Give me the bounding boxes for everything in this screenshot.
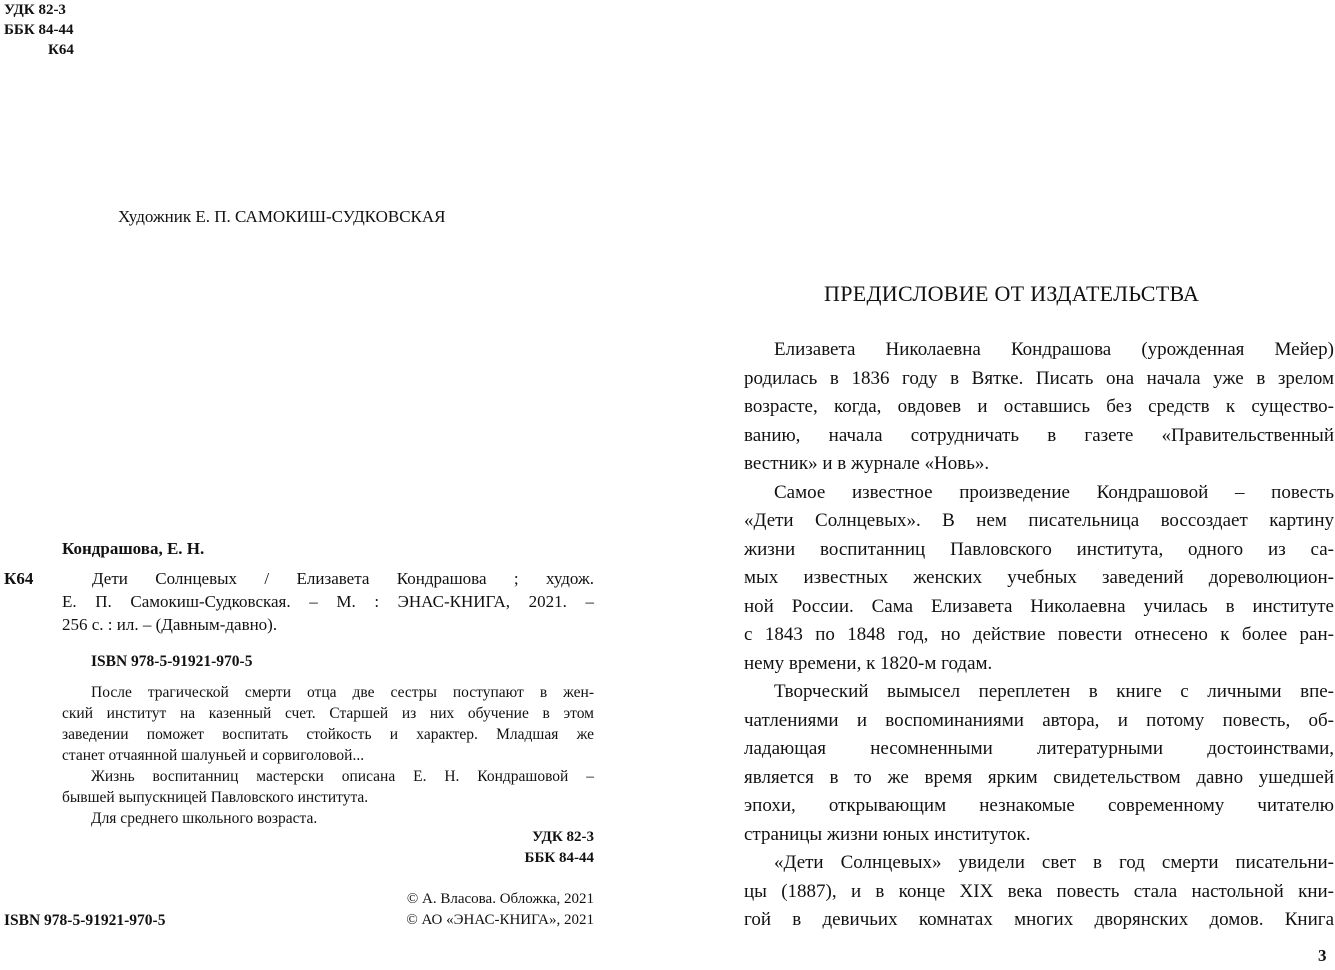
entry-line: Дети Солнцевых / Елизавета Кондрашова ; худож. [92, 569, 594, 588]
bbk-code: ББК 84-44 [4, 22, 74, 38]
entry-line: Е. П. Самокиш-Судковская. – М. : ЭНАС-КНИГА, 2021. – [62, 592, 594, 611]
annotation-line: После трагической смерти отца две сестры поступают в жен- [91, 684, 594, 701]
body-line: чатлениями и воспоминаниями автора, и потому повесть, об- [744, 710, 1334, 731]
body-line: цы (1887), и в конце XIX века повесть стала настольной кни- [744, 881, 1334, 902]
page-title: ПРЕДИСЛОВИЕ ОТ ИЗДАТЕЛЬСТВА [824, 281, 1200, 306]
body-line: Творческий вымысел переплетен в книге с личными впе- [774, 681, 1334, 702]
annotation [62, 682, 594, 829]
bbk-right: ББК 84-44 [524, 850, 594, 866]
annotation-line: Для среднего школьного возраста. [91, 810, 318, 827]
body-line: «Дети Солнцевых» увидели свет в год смерти писательни- [774, 852, 1334, 873]
annotation-line: заведении поможет воспитать стойкость и характер. Младшая же [62, 726, 594, 743]
author-heading: Кондрашова, Е. Н. [62, 539, 205, 558]
bibliographic-entry [62, 567, 594, 636]
body-line: вестник» и в журнале «Новь». [744, 453, 990, 474]
body-line: ванию, начала сотрудничать в газете «Правительственный [744, 425, 1334, 446]
copyright-cover: © А. Власова. Обложка, 2021 [406, 891, 594, 907]
body-line: мых известных женских учебных заведений дореволюцион- [744, 567, 1334, 588]
body-line: родилась в 1836 году в Вятке. Писать она начала уже в зрелом [744, 368, 1334, 389]
page-number: 3 [1318, 946, 1327, 965]
annotation-line: Жизнь воспитанниц мастерски описана Е. Н. Кондрашовой – [91, 768, 594, 785]
body-line: с 1843 по 1848 год, но действие повести отнесено к более ран- [744, 624, 1334, 645]
body-line: Елизавета Николаевна Кондрашова (урожденная Мейер) [774, 339, 1334, 360]
artist-credit: Художник Е. П. САМОКИШ-СУДКОВСКАЯ [118, 207, 446, 226]
annotation-line: станет отчаянной шалуньей и сорвиголовой... [62, 747, 365, 764]
isbn-bottom: ISBN 978-5-91921-970-5 [4, 912, 166, 929]
body-line: страницы жизни юных институток. [744, 824, 1031, 845]
cutter-code: К64 [4, 569, 34, 588]
body-line: гой в девичьих комнатах многих дворянских домов. Книга [744, 909, 1334, 930]
copyright-publisher: © АО «ЭНАС-КНИГА», 2021 [406, 912, 594, 928]
udk-right: УДК 82-3 [532, 829, 594, 845]
body-line: эпохи, открывающим незнакомые современному читателю [744, 795, 1334, 816]
body-line: ной России. Сама Елизавета Николаевна училась в институте [744, 596, 1334, 617]
body-line: является в то же время ярким свидетельством давно ушедшей [744, 767, 1334, 788]
body-line: ладающая несомненными литературными достоинствами, [744, 738, 1334, 759]
body-line: Самое известное произведение Кондрашовой – повесть [774, 482, 1334, 503]
cutter-code-top: К64 [48, 42, 74, 58]
udk-code: УДК 82-3 [4, 2, 66, 18]
isbn-inline: ISBN 978-5-91921-970-5 [91, 653, 253, 670]
annotation-line: бывшей выпускницей Павловского института. [62, 789, 369, 806]
body-line: нему времени, к 1820-м годам. [744, 653, 993, 674]
body-line: жизни воспитанниц Павловского института, одного из са- [744, 539, 1334, 560]
body-line: «Дети Солнцевых». В нем писательница воссоздает картину [744, 510, 1334, 531]
entry-line: 256 с. : ил. – (Давным-давно). [62, 615, 278, 634]
body-line: возрасте, когда, овдовев и оставшись без средств к существо- [744, 396, 1334, 417]
annotation-line: ский институт на казенный счет. Старшей из них обучение в этом [62, 705, 594, 722]
